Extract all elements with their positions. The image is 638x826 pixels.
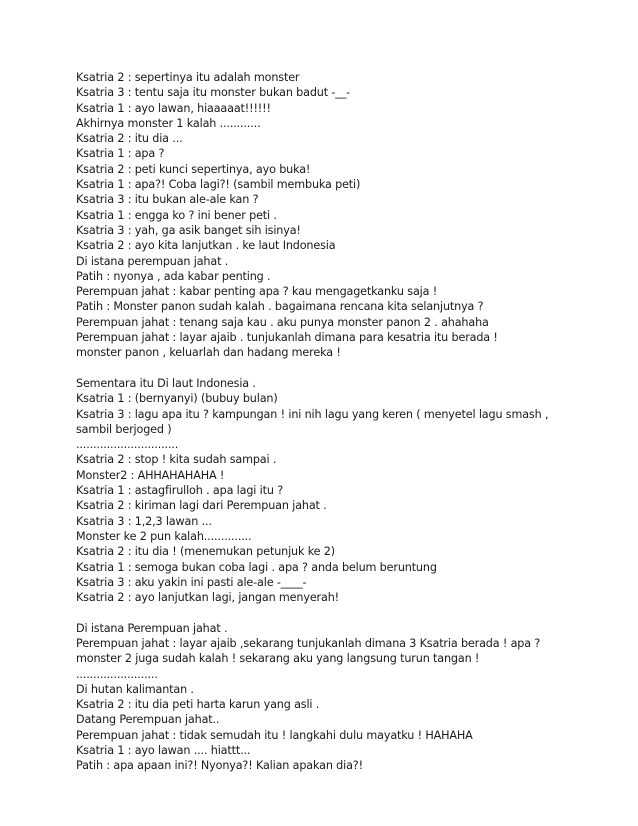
text-line: monster 2 juga sudah kalah ! sekarang aku yang langsung turun tangan !	[76, 652, 480, 666]
text-line: Ksatria 1 : astagfirulloh . apa lagi itu ?	[76, 484, 283, 498]
text-line: Akhirnya monster 1 kalah ............	[76, 116, 261, 130]
text-line: Patih : apa apaan ini?! Nyonya?! Kalian apakan dia?!	[76, 759, 363, 773]
text-line: Ksatria 2 : peti kunci sepertinya, ayo buka!	[76, 162, 311, 176]
text-line: monster panon , keluarlah dan hadang mereka !	[76, 346, 341, 360]
text-line: Ksatria 1 : (bernyanyi) (bubuy bulan)	[76, 392, 278, 406]
text-line: ........................	[76, 667, 158, 681]
text-line: Patih : Monster panon sudah kalah . bagaimana rencana kita selanjutnya ?	[76, 300, 484, 314]
text-line: Ksatria 1 : semoga bukan coba lagi . apa ? anda belum beruntung	[76, 560, 437, 574]
text-line: Ksatria 2 : kiriman lagi dari Perempuan jahat .	[76, 499, 327, 513]
text-line: Ksatria 3 : aku yakin ini pasti ale-ale -____-	[76, 575, 307, 589]
text-line: Ksatria 2 : sepertinya itu adalah monster	[76, 71, 300, 84]
text-line: Ksatria 1 : apa ?	[76, 147, 165, 161]
text-line: Ksatria 3 : yah, ga asik banget sih isinya!	[76, 223, 301, 237]
text-line: Ksatria 1 : ayo lawan, hiaaaaat!!!!!!	[76, 101, 271, 115]
text-line: Ksatria 1 : engga ko ? ini bener peti .	[76, 208, 277, 222]
text-line: Ksatria 2 : itu dia ...	[76, 132, 183, 146]
text-line: Perempuan jahat : kabar penting apa ? kau mengagetkanku saja !	[76, 285, 438, 299]
text-line: Perempuan jahat : layar ajaib ,sekarang tunjukanlah dimana 3 Ksatria berada ! apa ?	[76, 636, 541, 650]
text-line: Ksatria 3 : itu bukan ale-ale kan ?	[76, 193, 259, 207]
text-line: Ksatria 2 : ayo kita lanjutkan . ke laut Indonesia	[76, 239, 336, 253]
text-line: Sementara itu Di laut Indonesia .	[76, 376, 256, 390]
text-line: Perempuan jahat : layar ajaib . tunjukanlah dimana para kesatria itu berada !	[76, 331, 498, 345]
text-line: Ksatria 2 : ayo lanjutkan lagi, jangan menyerah!	[76, 591, 339, 605]
text-line: Di istana perempuan jahat .	[76, 254, 229, 268]
text-line: Patih : nyonya , ada kabar penting .	[76, 269, 271, 283]
text-line: Ksatria 1 : apa?! Coba lagi?! (sambil membuka peti)	[76, 178, 361, 192]
text-line: Perempuan jahat : tidak semudah itu ! langkahi dulu mayatku ! HAHAHA	[76, 728, 473, 742]
text-line: Ksatria 3 : tentu saja itu monster bukan badut -__-	[76, 86, 351, 100]
text-line: ..............................	[76, 438, 179, 452]
text-line: Di hutan kalimantan .	[76, 682, 194, 696]
text-line: Ksatria 2 : stop ! kita sudah sampai .	[76, 453, 277, 467]
text-line: Perempuan jahat : tenang saja kau . aku punya monster panon 2 . ahahaha	[76, 315, 489, 329]
text-line: sambil berjoged )	[76, 422, 172, 436]
document-body	[76, 70, 576, 774]
text-line: Datang Perempuan jahat..	[76, 713, 220, 727]
paragraph-break	[76, 605, 576, 620]
text-line: Ksatria 3 : 1,2,3 lawan ...	[76, 514, 212, 528]
text-line: Monster2 : AHHAHAHAHA !	[76, 468, 225, 482]
text-line: Di istana Perempuan jahat .	[76, 621, 228, 635]
paragraph-break	[76, 361, 576, 376]
text-line: Ksatria 2 : itu dia ! (menemukan petunjuk ke 2)	[76, 545, 335, 559]
text-line: Ksatria 2 : itu dia peti harta karun yang asli .	[76, 698, 320, 712]
text-line: Monster ke 2 pun kalah..............	[76, 529, 252, 543]
text-line: Ksatria 1 : ayo lawan .... hiattt...	[76, 744, 251, 758]
text-line: Ksatria 3 : lagu apa itu ? kampungan ! ini nih lagu yang keren ( menyetel lagu smash ,	[76, 407, 549, 421]
